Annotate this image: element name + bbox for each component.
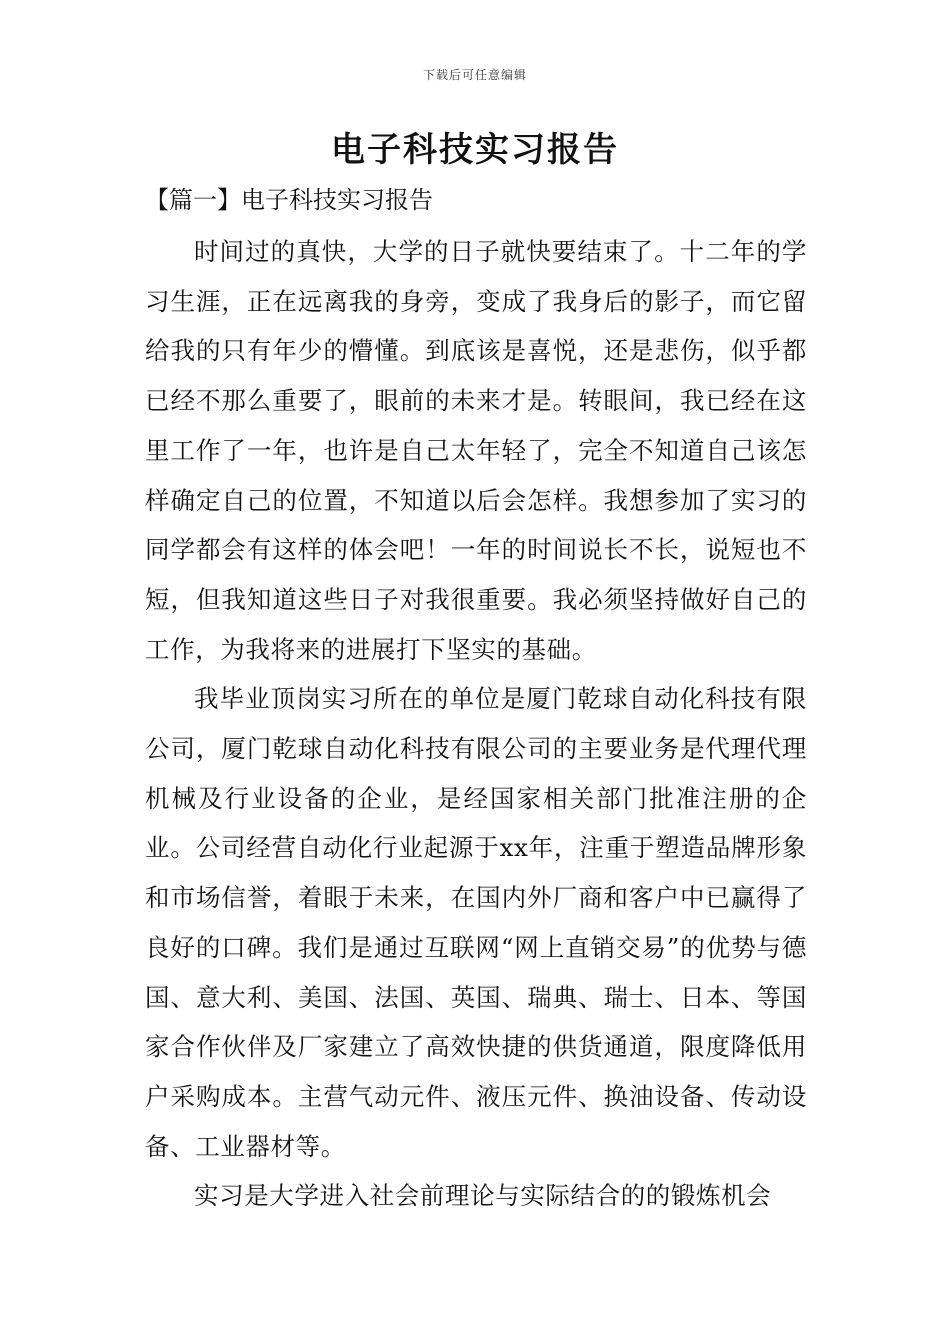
body-text [145, 227, 807, 1221]
paragraph-1: 时间过的真快，大学的日子就快要结束了。十二年的学习生涯，正在远离我的身旁，变成了我身后的影子，而它留给我的只有年少的懵懂。到底该是喜悦，还是悲伤，似乎都已经不那么重要了，眼前的未来才是。转眼间，我已经在这里工作了一年，也许是自己太年轻了，完全不知道自己该怎样确定自己的位置，不知道以后会怎样。我想参加了实习的同学都会有这样的体会吧！一年的时间说长不长，说短也不短，但我知道这些日子对我很重要。我必须坚持做好自己的工作，为我将来的进展打下坚实的基础。 [145, 237, 807, 664]
section-heading: 【篇一】电子科技实习报告 [145, 186, 433, 214]
paragraph-2: 我毕业顶岗实习所在的单位是厦门乾球自动化科技有限公司，厦门乾球自动化科技有限公司的主要业务是代理代理机械及行业设备的企业，是经国家相关部门批准注册的企业。公司经营自动化行业起源于xx年，注重于塑造品牌形象和市场信誉，着眼于未来，在国内外厂商和客户中已赢得了良好的口碑。我们是通过互联网“网上直销交易”的优势与德国、意大利、美国、法国、英国、瑞典、瑞士、日本、等国家合作伙伴及厂家建立了高效快捷的供货通道，限度降低用户采购成本。主营气动元件、液压元件、换油设备、传动设备、工业器材等。 [145, 684, 807, 1161]
header-note: 下载后可任意编辑 [422, 68, 527, 82]
document-title: 电子科技实习报告 [331, 130, 619, 170]
paragraph-3: 实习是大学进入社会前理论与实际结合的的锻炼机会 [194, 1181, 772, 1211]
